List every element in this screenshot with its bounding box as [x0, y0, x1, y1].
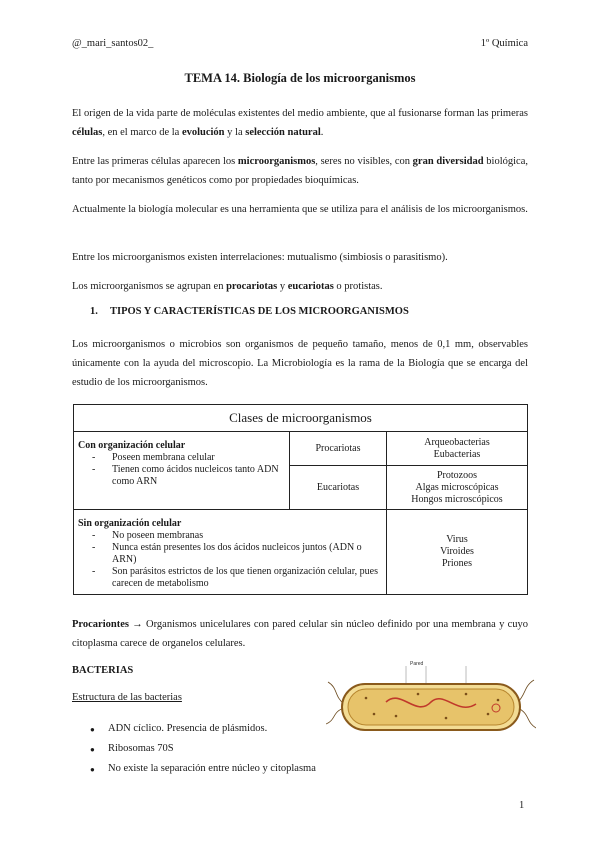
eucariotas-examples — [387, 466, 528, 510]
bacteria-label: Pared — [410, 661, 424, 667]
bacteria-cytoplasm — [348, 689, 514, 725]
example-item: Algas microscópicas — [415, 481, 499, 493]
example-item: Arqueobacterias — [424, 436, 490, 448]
bacterias-heading: BACTERIAS — [72, 665, 134, 676]
example-item: Protozoos — [437, 469, 477, 481]
page-number: 1 — [519, 800, 525, 811]
intro-paragraph-4: Entre los microorganismos existen interrelaciones: mutualismo (simbiosis o parasitismo). — [72, 252, 448, 263]
example-item: Priones — [442, 558, 472, 569]
intro-paragraph-1: El origen de la vida parte de moléculas existentes del medio ambiente, que al fusionarse forman las primeras células, en el marco de la evolución y la selección natural. — [72, 108, 529, 138]
microorganism-classes-table — [73, 404, 528, 595]
list-item: - Nunca están presentes los dos ácidos nucleicos juntos (ADN o ARN) — [112, 542, 382, 566]
section-1-heading — [90, 306, 409, 317]
list-item: - Son parásitos estrictos de los que tienen organización celular, pues carecen de metabolismo — [112, 566, 382, 590]
example-item: Eubacterias — [433, 448, 481, 460]
procariotas-label: Procariotas — [290, 432, 387, 466]
table-cell-con-organizacion — [74, 432, 290, 510]
con-organizacion-heading: Con organización celular — [78, 440, 186, 451]
list-item: - Poseen membrana celular — [112, 452, 285, 464]
list-item: - Tienen como ácidos nucleicos tanto ADN como ARN — [112, 464, 285, 488]
header-course: 1º Química — [480, 38, 528, 49]
intro-paragraph-2: Entre las primeras células aparecen los microorganismos, seres no visibles, con gran diversidad biológica, tanto por mecanismos genéticos como por propiedades bioquímicas. — [72, 156, 528, 186]
sin-organizacion-list — [78, 530, 382, 590]
bacterias-subheading: Estructura de las bacterias — [72, 692, 182, 703]
intro-paragraph-5: Los microorganismos se agrupan en procariotas y eucariotas o protistas. — [72, 281, 383, 292]
example-item: Virus — [446, 534, 468, 545]
section-number: 1. — [90, 306, 98, 317]
procariotas-examples — [387, 432, 528, 466]
procariontes-term: Procariontes — [72, 619, 129, 630]
sin-organizacion-heading: Sin organización celular — [78, 518, 182, 529]
bacteria-illustration — [326, 658, 536, 746]
list-item: - No poseen membranas — [112, 530, 382, 542]
page-title: TEMA 14. Biología de los microorganismos — [184, 71, 416, 85]
arrow-icon: → — [132, 619, 143, 630]
example-item: Viroides — [440, 546, 474, 557]
eucariotas-label: Eucariotas — [290, 466, 387, 510]
section-1-paragraph: Los microorganismos o microbios son organismos de pequeño tamaño, menos de 0,1 mm, observables únicamente con la ayuda del microscopio. La Microbiología es la rama de la Biología que se encarga del estudio de los microorganismos. — [72, 339, 528, 388]
header-author: @_mari_santos02_ — [72, 38, 154, 49]
table-title: Clases de microorganismos — [74, 405, 528, 432]
procariontes-definition: Procariontes → Organismos unicelulares con pared celular sin núcleo definido por una membrana y cuyo citoplasma carece de organelos celulares. — [72, 619, 529, 649]
section-title: TIPOS Y CARACTERÍSTICAS DE LOS MICROORGANISMOS — [110, 306, 409, 317]
sin-organizacion-examples — [387, 510, 528, 595]
table-cell-sin-organizacion — [74, 510, 387, 595]
document-page: @_mari_santos02_ 1º Química TEMA 14. Biología de los microorganismos El origen de la vida parte de moléculas existentes del medio ambiente, que al fusionarse forman las primeras células, en el marco de la evolución y la selección natural. Entre las primeras células aparecen los microorganismos, seres no visibles, con gran diversidad biológica, tanto por mecanismos genéticos como por propiedades bioquímicas. Actualmente la biología molecular es una herramienta que se utiliza para el análisis de los microorganismos. Entre los microorganismos existen interrelaciones: mutualismo (simbiosis o parasitismo). Los microorganismos se agrupan en procariotas y eucariotas o protistas. 1. TIPOS Y CARACTERÍSTICAS DE LOS MICROORGANISMOS Los microorganismos o microbios son organismos de pequeño tamaño, menos de 0,1 mm, observables únicamente con la ayuda del microscopio. La Microbiología es la rama de la Biología que se encarga del estudio de los microorganismos. Clases de microorganismos Con organización celular - Poseen membrana celular - Tienen como ácidos nucleicos tanto ADN como ARN Procariotas Arqueobacterias Eubacterias Eucariotas Protozoos Algas microscópicas Hongos microscópicos Sin organización celular - No poseen membranas - Nunca están presentes los dos ácidos nucleicos juntos (ADN o ARN) - Son parásitos estrictos de los que tienen organización celular, pues carecen de metabolismo Virus Viroides Priones Procariontes → Organismos unicelulares con pared celular sin núcleo definido por una membrana y cuyo citoplasma carece de organelos celulares. BACTERIAS Estructura de las bacterias ADN cíclico. Presencia de plásmidos. Ribosomas 70S No existe la separación entre núcleo y citoplasma Pared 1 — [0, 0, 600, 848]
label-lines — [406, 666, 466, 684]
intro-paragraph-3: Actualmente la biología molecular es una herramienta que se utiliza para el análisis de los microorganismos. — [72, 204, 528, 215]
con-organizacion-list — [78, 452, 285, 488]
example-item: Hongos microscópicos — [411, 493, 503, 505]
